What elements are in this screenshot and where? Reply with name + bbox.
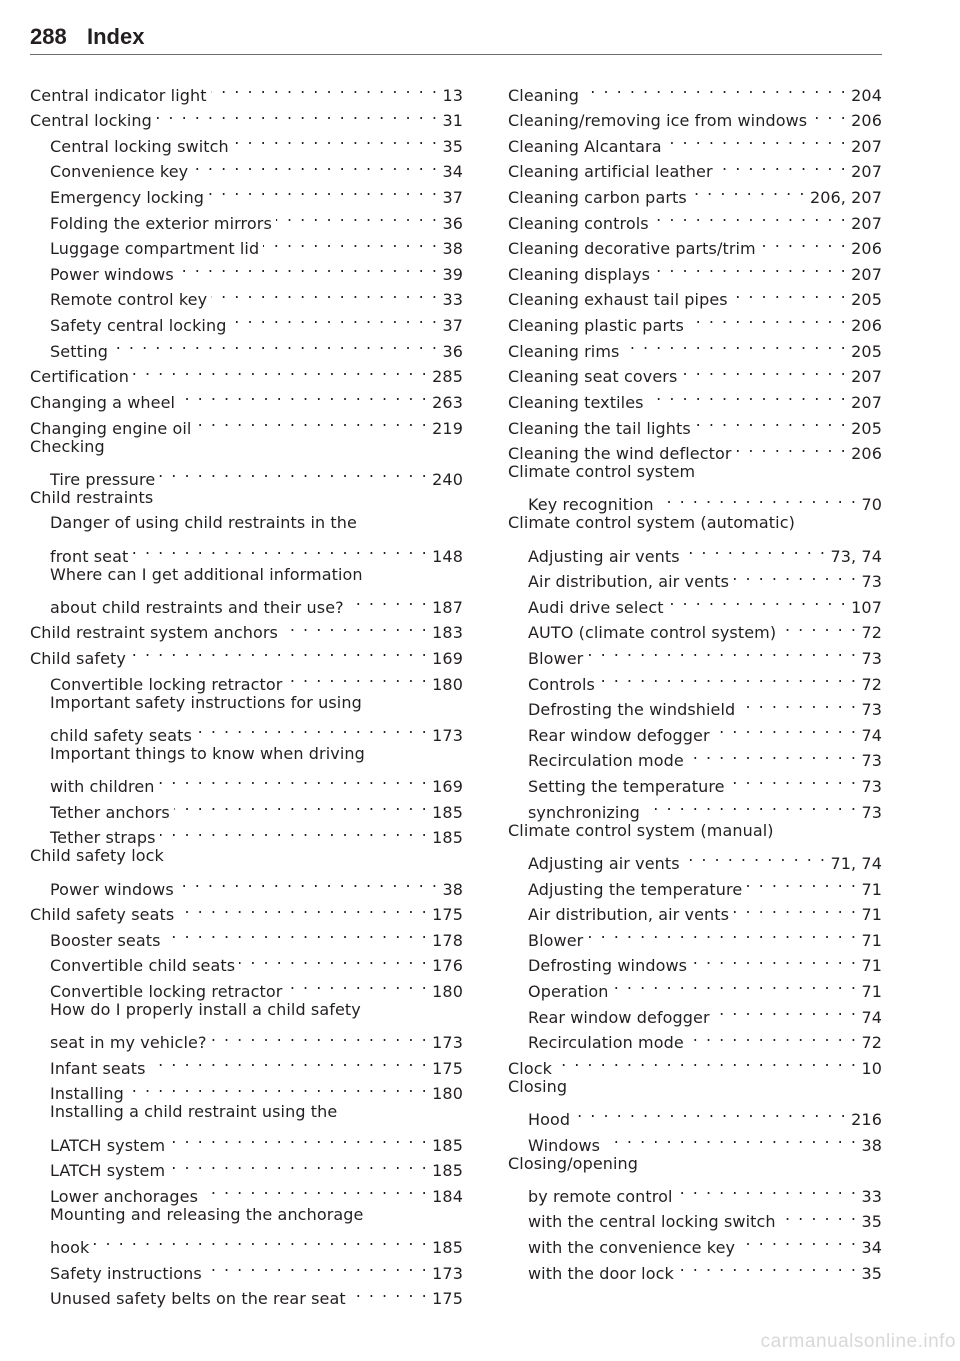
entry-page-number: 33 bbox=[861, 1186, 882, 1206]
index-subentry bbox=[30, 690, 463, 716]
dot-leader bbox=[733, 562, 857, 588]
entry-term: Recirculation mode bbox=[528, 1033, 684, 1053]
dot-leader bbox=[644, 792, 858, 818]
dot-leader bbox=[717, 152, 848, 178]
dot-leader bbox=[695, 408, 847, 434]
index-entry bbox=[30, 843, 463, 869]
entry-term: Central locking switch bbox=[50, 136, 229, 156]
entry-term: Setting bbox=[50, 341, 108, 361]
index-subentry bbox=[30, 869, 463, 899]
index-column-left bbox=[30, 75, 463, 1309]
entry-term: Climate control system (automatic) bbox=[508, 513, 795, 533]
entry-page-number: 39 bbox=[442, 264, 463, 284]
index-subentry bbox=[30, 715, 463, 745]
entry-term: Convenience key bbox=[50, 162, 189, 182]
entry-term: Cleaning/removing ice from windows bbox=[508, 111, 808, 131]
entry-term: Key recognition bbox=[528, 495, 654, 515]
index-entry bbox=[508, 1048, 882, 1078]
entry-term: Adjusting the temperature bbox=[528, 879, 743, 899]
dot-leader bbox=[211, 75, 439, 101]
entry-page-number: 72 bbox=[861, 1033, 882, 1053]
entry-term: LATCH system bbox=[50, 1135, 166, 1155]
entry-page-number: 13 bbox=[442, 85, 463, 105]
entry-term: Cleaning displays bbox=[508, 264, 651, 284]
dot-leader bbox=[739, 690, 857, 716]
entry-term: How do I properly install a child safety bbox=[50, 999, 361, 1019]
entry-term: with the door lock bbox=[528, 1263, 674, 1283]
index-subentry bbox=[508, 1099, 882, 1129]
entry-page-number: 35 bbox=[442, 136, 463, 156]
entry-term: AUTO (climate control system) bbox=[528, 623, 777, 643]
entry-page-number: 206 bbox=[851, 239, 882, 259]
dot-leader bbox=[350, 1279, 428, 1305]
entry-term: synchronizing bbox=[528, 802, 640, 822]
entry-page-number: 205 bbox=[851, 418, 882, 438]
entry-page-number: 206, 207 bbox=[809, 188, 882, 208]
index-subentry bbox=[30, 587, 463, 617]
entry-page-number: 205 bbox=[851, 290, 882, 310]
entry-term: Danger of using child restraints in the bbox=[50, 513, 357, 533]
entry-term: Hood bbox=[528, 1109, 571, 1129]
entry-term: Where can I get additional information bbox=[50, 564, 363, 584]
entry-term: Setting the temperature bbox=[528, 777, 725, 797]
entry-page-number: 207 bbox=[851, 264, 882, 284]
entry-term: Cleaning carbon parts bbox=[508, 188, 687, 208]
entry-page-number: 72 bbox=[861, 674, 882, 694]
dot-leader bbox=[654, 254, 847, 280]
entry-term: Cleaning rims bbox=[508, 341, 620, 361]
dot-leader bbox=[208, 177, 438, 203]
dot-leader bbox=[732, 280, 847, 306]
entry-page-number: 35 bbox=[861, 1263, 882, 1283]
dot-leader bbox=[128, 1074, 428, 1100]
dot-leader bbox=[133, 357, 428, 383]
entry-term: Folding the exterior mirrors bbox=[50, 213, 272, 233]
entry-page-number: 36 bbox=[442, 213, 463, 233]
entry-page-number: 173 bbox=[432, 1033, 463, 1053]
entry-page-number: 240 bbox=[432, 469, 463, 489]
page-header bbox=[30, 24, 882, 54]
entry-term: Child safety lock bbox=[30, 846, 164, 866]
entry-page-number: 72 bbox=[861, 623, 882, 643]
entry-page-number: 185 bbox=[432, 1161, 463, 1181]
entry-page-number: 180 bbox=[432, 1084, 463, 1104]
entry-page-number: 31 bbox=[442, 111, 463, 131]
index-subentry bbox=[508, 485, 882, 515]
entry-page-number: 187 bbox=[432, 597, 463, 617]
entry-term: Rear window defogger bbox=[528, 725, 710, 745]
entry-term: Safety central locking bbox=[50, 316, 227, 336]
dot-leader bbox=[156, 101, 439, 127]
entry-term: with the central locking switch bbox=[528, 1212, 776, 1232]
entry-term: seat in my vehicle? bbox=[50, 1033, 207, 1053]
dot-leader bbox=[658, 485, 858, 511]
entry-page-number: 219 bbox=[432, 418, 463, 438]
dot-leader bbox=[286, 664, 428, 690]
entry-page-number: 178 bbox=[432, 930, 463, 950]
entry-term: Cleaning controls bbox=[508, 213, 649, 233]
entry-page-number: 71 bbox=[861, 981, 882, 1001]
dot-leader bbox=[648, 382, 848, 408]
dot-leader bbox=[112, 331, 438, 357]
entry-term: about child restraints and their use? bbox=[50, 597, 344, 617]
dot-leader bbox=[178, 254, 439, 280]
entry-page-number: 148 bbox=[432, 546, 463, 566]
dot-leader bbox=[729, 766, 858, 792]
entry-term: Lower anchorages bbox=[50, 1186, 199, 1206]
section-title: Index bbox=[87, 24, 145, 49]
entry-page-number: 173 bbox=[432, 725, 463, 745]
entry-page-number: 176 bbox=[432, 956, 463, 976]
entry-page-number: 71 bbox=[861, 905, 882, 925]
dot-leader bbox=[282, 613, 428, 639]
entry-term: Defrosting windows bbox=[528, 956, 688, 976]
entry-term: Cleaning Alcantara bbox=[508, 136, 662, 156]
index-subentry bbox=[30, 510, 463, 536]
entry-page-number: 37 bbox=[442, 316, 463, 336]
dot-leader bbox=[286, 971, 428, 997]
entry-term: LATCH system bbox=[50, 1161, 166, 1181]
dot-leader bbox=[159, 459, 428, 485]
entry-page-number: 10 bbox=[861, 1058, 882, 1078]
dot-leader bbox=[714, 997, 858, 1023]
entry-term: Cleaning bbox=[508, 85, 579, 105]
entry-page-number: 169 bbox=[432, 649, 463, 669]
entry-term: by remote control bbox=[528, 1186, 673, 1206]
dot-leader bbox=[688, 305, 847, 331]
entry-page-number: 173 bbox=[432, 1263, 463, 1283]
entry-term: Defrosting the windshield bbox=[528, 700, 736, 720]
index-subentry bbox=[30, 1099, 463, 1125]
index-subentry bbox=[508, 1176, 882, 1206]
entry-page-number: 185 bbox=[432, 828, 463, 848]
dot-leader bbox=[159, 766, 429, 792]
entry-page-number: 185 bbox=[432, 1238, 463, 1258]
watermark: carmanualsonline.info bbox=[760, 1331, 956, 1352]
entry-term: Cleaning plastic parts bbox=[508, 316, 684, 336]
dot-leader bbox=[691, 177, 806, 203]
entry-term: Child restraint system anchors bbox=[30, 623, 278, 643]
entry-page-number: 207 bbox=[851, 136, 882, 156]
entry-term: Remote control key bbox=[50, 290, 208, 310]
index-subentry bbox=[30, 1253, 463, 1283]
dot-leader bbox=[736, 434, 848, 460]
dot-leader bbox=[178, 869, 439, 895]
entry-term: Infant seats bbox=[50, 1058, 146, 1078]
index-subentry bbox=[30, 741, 463, 767]
index-subentry bbox=[508, 536, 882, 566]
dot-leader bbox=[684, 536, 827, 562]
entry-term: Mounting and releasing the anchorage bbox=[50, 1204, 364, 1224]
index-column-right bbox=[508, 75, 882, 1283]
dot-leader bbox=[196, 715, 428, 741]
dot-leader bbox=[587, 638, 857, 664]
index-subentry bbox=[30, 997, 463, 1023]
entry-term: Closing/opening bbox=[508, 1153, 639, 1173]
entry-term: Climate control system (manual) bbox=[508, 820, 774, 840]
entry-page-number: 71 bbox=[861, 956, 882, 976]
index-entry bbox=[508, 75, 882, 105]
entry-term: Important safety instructions for using bbox=[50, 692, 362, 712]
dot-leader bbox=[263, 229, 438, 255]
entry-page-number: 36 bbox=[442, 341, 463, 361]
entry-term: Cleaning decorative parts/trim bbox=[508, 239, 756, 259]
index-subentry bbox=[30, 1125, 463, 1155]
dot-leader bbox=[130, 638, 428, 664]
dot-leader bbox=[556, 1048, 857, 1074]
entry-term: Adjusting air vents bbox=[528, 853, 680, 873]
dot-leader bbox=[178, 895, 428, 921]
entry-page-number: 205 bbox=[851, 341, 882, 361]
entry-page-number: 33 bbox=[442, 290, 463, 310]
entry-term: Tether straps bbox=[50, 828, 156, 848]
entry-term: with the convenience key bbox=[528, 1238, 736, 1258]
entry-term: Child safety seats bbox=[30, 905, 175, 925]
entry-term: Tire pressure bbox=[50, 469, 156, 489]
entry-term: Child safety bbox=[30, 649, 127, 669]
index-entry bbox=[30, 485, 463, 511]
dot-leader bbox=[688, 1023, 858, 1049]
entry-term: Recirculation mode bbox=[528, 751, 684, 771]
entry-page-number: 263 bbox=[432, 392, 463, 412]
entry-page-number: 207 bbox=[851, 367, 882, 387]
entry-page-number: 34 bbox=[861, 1238, 882, 1258]
index-subentry bbox=[30, 1023, 463, 1053]
entry-term: Rear window defogger bbox=[528, 1007, 710, 1027]
entry-page-number: 185 bbox=[432, 802, 463, 822]
dot-leader bbox=[206, 1253, 428, 1279]
index-subentry bbox=[30, 459, 463, 489]
dot-leader bbox=[691, 946, 857, 972]
entry-page-number: 74 bbox=[861, 1007, 882, 1027]
entry-page-number: 73 bbox=[861, 777, 882, 797]
entry-term: Cleaning textiles bbox=[508, 392, 644, 412]
index-entry bbox=[508, 818, 882, 844]
entry-page-number: 169 bbox=[432, 777, 463, 797]
entry-page-number: 204 bbox=[851, 85, 882, 105]
entry-page-number: 183 bbox=[432, 623, 463, 643]
dot-leader bbox=[233, 126, 439, 152]
entry-term: Cleaning exhaust tail pipes bbox=[508, 290, 728, 310]
index-subentry bbox=[30, 1227, 463, 1258]
entry-term: front seat bbox=[50, 546, 129, 566]
dot-leader bbox=[668, 587, 848, 613]
dot-leader bbox=[230, 305, 438, 331]
entry-term: Closing bbox=[508, 1076, 568, 1096]
entry-term: Luggage compartment lid bbox=[50, 239, 260, 259]
dot-leader bbox=[132, 536, 428, 562]
entry-term: Changing engine oil bbox=[30, 418, 192, 438]
entry-term: Child restraints bbox=[30, 487, 154, 507]
entry-page-number: 206 bbox=[851, 444, 882, 464]
index-subentry bbox=[30, 766, 463, 797]
entry-term: with children bbox=[50, 777, 155, 797]
index-subentry bbox=[30, 562, 463, 588]
entry-page-number: 73 bbox=[861, 700, 882, 720]
entry-term: Audi drive select bbox=[528, 597, 664, 617]
entry-page-number: 38 bbox=[442, 879, 463, 899]
entry-term: Important things to know when driving bbox=[50, 743, 365, 763]
entry-term: Cleaning the wind deflector bbox=[508, 444, 732, 464]
entry-page-number: 73 bbox=[861, 751, 882, 771]
entry-page-number: 74 bbox=[861, 725, 882, 745]
dot-leader bbox=[688, 741, 858, 767]
entry-term: hook bbox=[50, 1238, 90, 1258]
dot-leader bbox=[211, 280, 438, 306]
dot-leader bbox=[760, 229, 847, 255]
entry-term: child safety seats bbox=[50, 725, 192, 745]
entry-term: Windows bbox=[528, 1135, 601, 1155]
dot-leader bbox=[811, 101, 847, 127]
index-entry bbox=[508, 459, 882, 485]
dot-leader bbox=[276, 203, 439, 229]
entry-page-number: 73 bbox=[861, 572, 882, 592]
entry-page-number: 285 bbox=[432, 367, 463, 387]
dot-leader bbox=[587, 920, 857, 946]
entry-term: Blower bbox=[528, 649, 584, 669]
dot-leader bbox=[739, 1227, 857, 1253]
page-number: 288 bbox=[30, 24, 67, 49]
entry-page-number: 73 bbox=[861, 802, 882, 822]
index-entry bbox=[508, 1074, 882, 1100]
dot-leader bbox=[583, 75, 847, 101]
entry-page-number: 71, 74 bbox=[830, 853, 882, 873]
entry-page-number: 73 bbox=[861, 649, 882, 669]
index-entry bbox=[508, 1151, 882, 1177]
dot-leader bbox=[165, 920, 429, 946]
entry-page-number: 185 bbox=[432, 1135, 463, 1155]
entry-term: Tether anchors bbox=[50, 802, 170, 822]
entry-page-number: 70 bbox=[861, 495, 882, 515]
dot-leader bbox=[150, 1048, 429, 1074]
dot-leader bbox=[348, 587, 428, 613]
entry-term: Cleaning the tail lights bbox=[508, 418, 691, 438]
entry-term: Installing bbox=[50, 1084, 124, 1104]
dot-leader bbox=[160, 818, 429, 844]
dot-leader bbox=[780, 613, 857, 639]
dot-leader bbox=[714, 715, 858, 741]
entry-term: Unused safety belts on the rear seat bbox=[50, 1289, 346, 1309]
index-subentry bbox=[30, 536, 463, 566]
entry-term: Cleaning seat covers bbox=[508, 367, 678, 387]
entry-page-number: 175 bbox=[432, 905, 463, 925]
entry-term: Central locking bbox=[30, 111, 152, 131]
dot-leader bbox=[613, 971, 858, 997]
entry-page-number: 38 bbox=[861, 1135, 882, 1155]
dot-leader bbox=[678, 1253, 858, 1279]
index-entry bbox=[30, 75, 463, 105]
entry-term: Air distribution, air vents bbox=[528, 572, 730, 592]
entry-term: Booster seats bbox=[50, 930, 161, 950]
dot-leader bbox=[574, 1099, 847, 1125]
entry-page-number: 180 bbox=[432, 674, 463, 694]
entry-term: Power windows bbox=[50, 879, 174, 899]
index-entry bbox=[30, 434, 463, 460]
dot-leader bbox=[192, 152, 438, 178]
dot-leader bbox=[780, 1202, 858, 1228]
dot-leader bbox=[746, 869, 857, 895]
entry-term: Controls bbox=[528, 674, 595, 694]
entry-term: Central indicator light bbox=[30, 85, 207, 105]
entry-term: Certification bbox=[30, 367, 129, 387]
entry-term: Power windows bbox=[50, 264, 174, 284]
entry-term: Emergency locking bbox=[50, 188, 205, 208]
entry-page-number: 207 bbox=[851, 392, 882, 412]
entry-term: Air distribution, air vents bbox=[528, 905, 730, 925]
dot-leader bbox=[733, 895, 857, 921]
index-subentry bbox=[30, 1202, 463, 1228]
entry-page-number: 216 bbox=[851, 1109, 882, 1129]
entry-page-number: 206 bbox=[851, 111, 882, 131]
dot-leader bbox=[623, 331, 847, 357]
entry-page-number: 37 bbox=[442, 188, 463, 208]
entry-page-number: 207 bbox=[851, 213, 882, 233]
dot-leader bbox=[169, 1151, 428, 1177]
entry-page-number: 73, 74 bbox=[830, 546, 882, 566]
entry-term: Cleaning artificial leather bbox=[508, 162, 713, 182]
index-subentry bbox=[508, 843, 882, 873]
entry-term: Climate control system bbox=[508, 462, 696, 482]
entry-page-number: 34 bbox=[442, 162, 463, 182]
entry-page-number: 175 bbox=[432, 1289, 463, 1309]
dot-leader bbox=[604, 1125, 857, 1151]
dot-leader bbox=[202, 1176, 428, 1202]
dot-leader bbox=[684, 843, 827, 869]
header-rule bbox=[30, 54, 882, 55]
entry-page-number: 206 bbox=[851, 316, 882, 336]
dot-leader bbox=[239, 946, 428, 972]
entry-term: Clock bbox=[508, 1058, 552, 1078]
entry-page-number: 71 bbox=[861, 879, 882, 899]
dot-leader bbox=[677, 1176, 858, 1202]
entry-page-number: 180 bbox=[432, 981, 463, 1001]
entry-term: Adjusting air vents bbox=[528, 546, 680, 566]
dot-leader bbox=[211, 1023, 429, 1049]
entry-page-number: 107 bbox=[851, 597, 882, 617]
entry-page-number: 184 bbox=[432, 1186, 463, 1206]
entry-page-number: 38 bbox=[442, 239, 463, 259]
dot-leader bbox=[169, 1125, 428, 1151]
entry-term: Changing a wheel bbox=[30, 392, 176, 412]
entry-term: Blower bbox=[528, 930, 584, 950]
entry-term: Convertible child seats bbox=[50, 956, 236, 976]
entry-page-number: 175 bbox=[432, 1058, 463, 1078]
entry-term: Operation bbox=[528, 981, 609, 1001]
dot-leader bbox=[93, 1227, 428, 1253]
dot-leader bbox=[179, 382, 428, 408]
entry-term: Checking bbox=[30, 436, 105, 456]
entry-page-number: 35 bbox=[861, 1212, 882, 1232]
entry-page-number: 207 bbox=[851, 162, 882, 182]
entry-term: Convertible locking retractor bbox=[50, 981, 283, 1001]
dot-leader bbox=[666, 126, 848, 152]
entry-term: Installing a child restraint using the bbox=[50, 1102, 338, 1122]
entry-term: Safety instructions bbox=[50, 1263, 202, 1283]
dot-leader bbox=[681, 357, 847, 383]
dot-leader bbox=[653, 203, 847, 229]
dot-leader bbox=[195, 408, 428, 434]
entry-page-number: 71 bbox=[861, 930, 882, 950]
entry-term: Convertible locking retractor bbox=[50, 674, 283, 694]
dot-leader bbox=[599, 664, 857, 690]
dot-leader bbox=[174, 792, 428, 818]
index-entry bbox=[508, 510, 882, 536]
